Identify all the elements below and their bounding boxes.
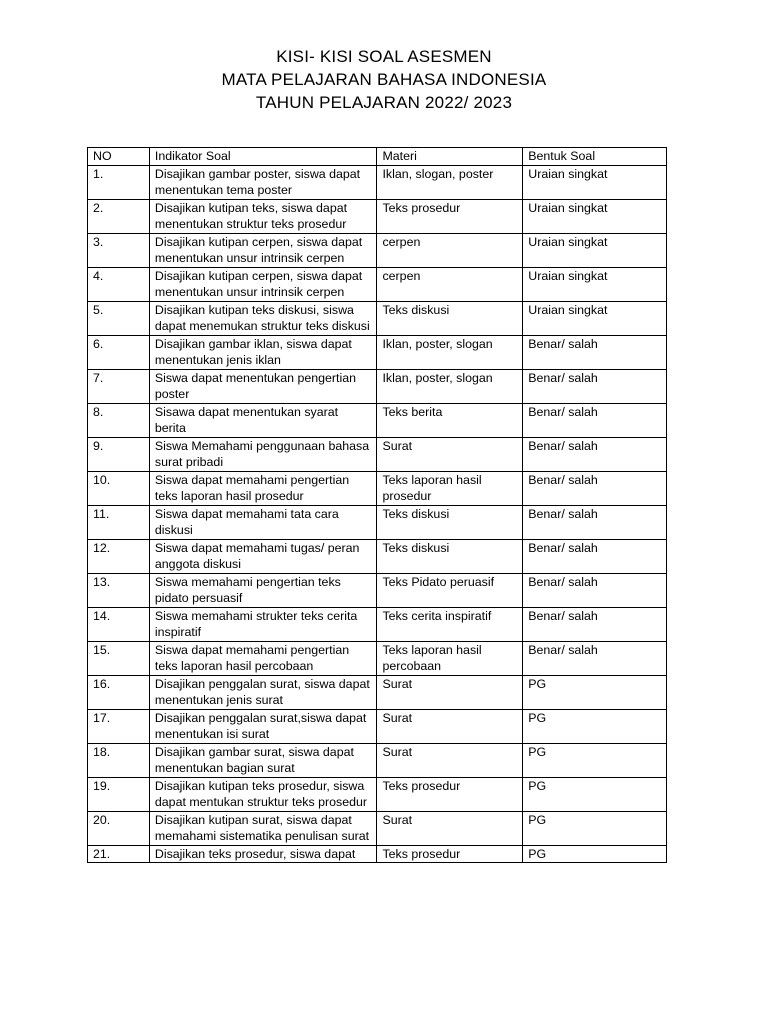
table-row [88,743,667,777]
table-body [88,165,667,863]
cell-materi: Iklan, poster, slogan [377,335,523,369]
cell-no: 20. [88,811,150,845]
cell-materi: Iklan, poster, slogan [377,369,523,403]
cell-indikator-soal: Disajikan gambar iklan, siswa dapat menentukan jenis iklan [149,335,377,369]
title-line-3: TAHUN PELAJARAN 2022/ 2023 [255,93,513,112]
cell-no: 5. [88,301,150,335]
cell-bentuk-soal: Benar/ salah [523,539,667,573]
cell-indikator-soal: Siswa memahami pengertian teks pidato persuasif [149,573,377,607]
cell-indikator-soal: Disajikan gambar poster, siswa dapat menentukan tema poster [149,165,377,199]
cell-indikator-soal: Siswa Memahami penggunaan bahasa surat pribadi [149,437,377,471]
cell-indikator-soal: Disajikan penggalan surat,siswa dapat menentukan isi surat [149,709,377,743]
cell-bentuk-soal: Benar/ salah [523,505,667,539]
cell-indikator-soal: Disajikan kutipan teks, siswa dapat menentukan struktur teks prosedur [149,199,377,233]
cell-indikator-soal: Siswa dapat memahami tata cara diskusi [149,505,377,539]
cell-bentuk-soal: Uraian singkat [523,233,667,267]
table-row [88,641,667,675]
cell-no: 12. [88,539,150,573]
cell-materi: cerpen [377,233,523,267]
cell-materi: Surat [377,709,523,743]
table-row [88,709,667,743]
cell-materi: Surat [377,675,523,709]
cell-materi: Teks berita [377,403,523,437]
cell-bentuk-soal: Benar/ salah [523,471,667,505]
cell-indikator-soal: Siswa memahami strukter teks cerita inspiratif [149,607,377,641]
cell-bentuk-soal: PG [523,743,667,777]
document-title [0,45,768,114]
cell-no: 16. [88,675,150,709]
cell-materi: Teks diskusi [377,301,523,335]
cell-indikator-soal: Sisawa dapat menentukan syarat berita [149,403,377,437]
header-indikator-soal: Indikator Soal [149,148,377,166]
cell-no: 17. [88,709,150,743]
cell-materi: Teks laporan hasil percobaan [377,641,523,675]
cell-bentuk-soal: PG [523,709,667,743]
cell-indikator-soal: Disajikan kutipan surat, siswa dapat memahami sistematika penulisan surat [149,811,377,845]
table-row [88,437,667,471]
cell-indikator-soal: Disajikan kutipan teks diskusi, siswa dapat menemukan struktur teks diskusi [149,301,377,335]
cell-no: 18. [88,743,150,777]
table-header-row [88,148,667,166]
cell-materi: Iklan, slogan, poster [377,165,523,199]
cell-materi: Teks Pidato peruasif [377,573,523,607]
cell-bentuk-soal: Benar/ salah [523,335,667,369]
cell-no: 21. [88,845,150,863]
cell-bentuk-soal: Uraian singkat [523,301,667,335]
table-row [88,811,667,845]
cell-no: 2. [88,199,150,233]
cell-no: 4. [88,267,150,301]
cell-bentuk-soal: Uraian singkat [523,165,667,199]
cell-bentuk-soal: Benar/ salah [523,403,667,437]
cell-no: 15. [88,641,150,675]
table-row [88,539,667,573]
table-row [88,301,667,335]
cell-indikator-soal: Siswa dapat memahami pengertian teks laporan hasil prosedur [149,471,377,505]
cell-bentuk-soal: PG [523,777,667,811]
table-row [88,335,667,369]
table-row [88,369,667,403]
cell-materi: Teks prosedur [377,845,523,863]
cell-bentuk-soal: Benar/ salah [523,641,667,675]
table-row [88,675,667,709]
header-no: NO [88,148,150,166]
cell-bentuk-soal: PG [523,675,667,709]
cell-no: 13. [88,573,150,607]
cell-bentuk-soal: Benar/ salah [523,369,667,403]
kisi-kisi-table [87,147,667,863]
cell-indikator-soal: Disajikan kutipan teks prosedur, siswa dapat mentukan struktur teks prosedur [149,777,377,811]
cell-indikator-soal: Disajikan kutipan cerpen, siswa dapat menentukan unsur intrinsik cerpen [149,267,377,301]
header-bentuk-soal: Bentuk Soal [523,148,667,166]
cell-materi: Teks diskusi [377,539,523,573]
cell-bentuk-soal: Benar/ salah [523,573,667,607]
table-row [88,471,667,505]
cell-no: 11. [88,505,150,539]
title-line-2: MATA PELAJARAN BAHASA INDONESIA [221,70,547,89]
cell-bentuk-soal: Benar/ salah [523,607,667,641]
table-row [88,607,667,641]
cell-bentuk-soal: PG [523,845,667,863]
cell-materi: Teks prosedur [377,777,523,811]
table-row [88,505,667,539]
cell-no: 19. [88,777,150,811]
cell-materi: Teks cerita inspiratif [377,607,523,641]
cell-indikator-soal: Disajikan gambar surat, siswa dapat menentukan bagian surat [149,743,377,777]
cell-indikator-soal: Siswa dapat memahami pengertian teks laporan hasil percobaan [149,641,377,675]
cell-no: 9. [88,437,150,471]
cell-materi: Surat [377,437,523,471]
table-row [88,573,667,607]
cell-indikator-soal: Siswa dapat memahami tugas/ peran anggota diskusi [149,539,377,573]
table-row [88,845,667,863]
title-line-1: KISI- KISI SOAL ASESMEN [276,47,492,66]
cell-materi: cerpen [377,267,523,301]
table-row [88,777,667,811]
table-row [88,165,667,199]
header-materi: Materi [377,148,523,166]
cell-no: 1. [88,165,150,199]
cell-indikator-soal: Disajikan kutipan cerpen, siswa dapat menentukan unsur intrinsik cerpen [149,233,377,267]
cell-bentuk-soal: PG [523,811,667,845]
cell-materi: Teks diskusi [377,505,523,539]
cell-no: 14. [88,607,150,641]
table-row [88,233,667,267]
table-row [88,199,667,233]
cell-bentuk-soal: Uraian singkat [523,199,667,233]
cell-bentuk-soal: Benar/ salah [523,437,667,471]
cell-no: 7. [88,369,150,403]
cell-materi: Teks prosedur [377,199,523,233]
table-row [88,403,667,437]
cell-no: 6. [88,335,150,369]
cell-bentuk-soal: Uraian singkat [523,267,667,301]
table-row [88,267,667,301]
cell-indikator-soal: Disajikan teks prosedur, siswa dapat [149,845,377,863]
cell-materi: Surat [377,811,523,845]
cell-no: 8. [88,403,150,437]
cell-no: 10. [88,471,150,505]
cell-indikator-soal: Siswa dapat menentukan pengertian poster [149,369,377,403]
cell-indikator-soal: Disajikan penggalan surat, siswa dapat menentukan jenis surat [149,675,377,709]
cell-materi: Surat [377,743,523,777]
cell-no: 3. [88,233,150,267]
cell-materi: Teks laporan hasil prosedur [377,471,523,505]
